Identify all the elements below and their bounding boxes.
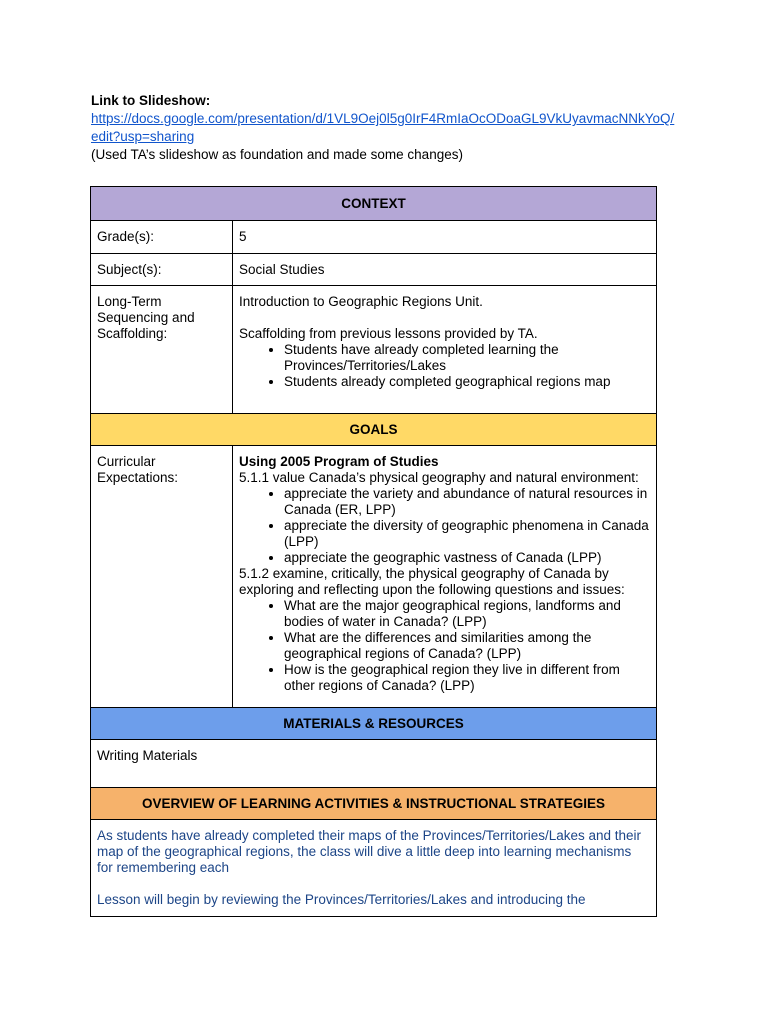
list-item: • appreciate the variety and abundance of natural resources in Canada (ER, LPP) xyxy=(284,486,650,518)
sequencing-intro: Introduction to Geographic Regions Unit. xyxy=(239,294,483,309)
goals-heading: GOALS xyxy=(91,414,657,446)
slideshow-link[interactable]: https://docs.google.com/presentation/d/1VL9Oej0l5g0IrF4RmIaOcODoaGL9VkUyavmacNNkYoQ/edit?usp=sharing xyxy=(91,111,675,144)
overview-paragraph-1: As students have already completed their maps of the Provinces/Territories/Lakes and their map of the geographical regions, the class will dive a little deep into learning mechanisms for remembering each xyxy=(97,828,642,875)
context-heading: CONTEXT xyxy=(91,187,657,221)
list-item: • Students have already completed learning the Provinces/Territories/Lakes xyxy=(284,342,650,374)
list-item: • How is the geographical region they live in different from other regions of Canada? (LPP) xyxy=(284,662,650,694)
link-title: Link to Slideshow: xyxy=(91,93,211,108)
materials-content: Writing Materials xyxy=(91,740,657,788)
curricular-label: Curricular Expectations: xyxy=(91,446,233,708)
sequencing-label: Long-Term Sequencing and Scaffolding: xyxy=(91,286,233,414)
lesson-plan-table xyxy=(90,186,657,917)
list-item: • appreciate the geographic vastness of Canada (LPP) xyxy=(284,550,650,566)
grade-label: Grade(s): xyxy=(91,221,233,254)
subject-value: Social Studies xyxy=(233,254,657,286)
overview-content xyxy=(91,820,657,917)
overview-heading: OVERVIEW OF LEARNING ACTIVITIES & INSTRUCTIONAL STRATEGIES xyxy=(91,788,657,820)
outcome-5-1-1: 5.1.1 value Canada’s physical geography and natural environment: xyxy=(239,470,639,485)
sequencing-list xyxy=(239,342,650,390)
program-title: Using 2005 Program of Studies xyxy=(239,454,439,469)
list-item: • appreciate the diversity of geographic phenomena in Canada (LPP) xyxy=(284,518,650,550)
subject-label: Subject(s): xyxy=(91,254,233,286)
document-header xyxy=(91,92,681,164)
outcome-5-1-2-list xyxy=(239,598,650,694)
list-item: • Students already completed geographical regions map xyxy=(284,374,650,390)
sequencing-content xyxy=(233,286,657,414)
grade-value: 5 xyxy=(233,221,657,254)
list-item: • What are the differences and similarities among the geographical regions of Canada? (LPP) xyxy=(284,630,650,662)
slideshow-note: (Used TA’s slideshow as foundation and made some changes) xyxy=(91,147,463,162)
outcome-5-1-1-list xyxy=(239,486,650,566)
list-item: • What are the major geographical regions, landforms and bodies of water in Canada? (LPP) xyxy=(284,598,650,630)
sequencing-scaffold: Scaffolding from previous lessons provided by TA. xyxy=(239,326,538,341)
overview-paragraph-2: Lesson will begin by reviewing the Provinces/Territories/Lakes and introducing the xyxy=(97,892,586,907)
materials-heading: MATERIALS & RESOURCES xyxy=(91,708,657,740)
curricular-content xyxy=(233,446,657,708)
outcome-5-1-2: 5.1.2 examine, critically, the physical geography of Canada by exploring and reflecting upon the following questions and issues: xyxy=(239,566,625,597)
